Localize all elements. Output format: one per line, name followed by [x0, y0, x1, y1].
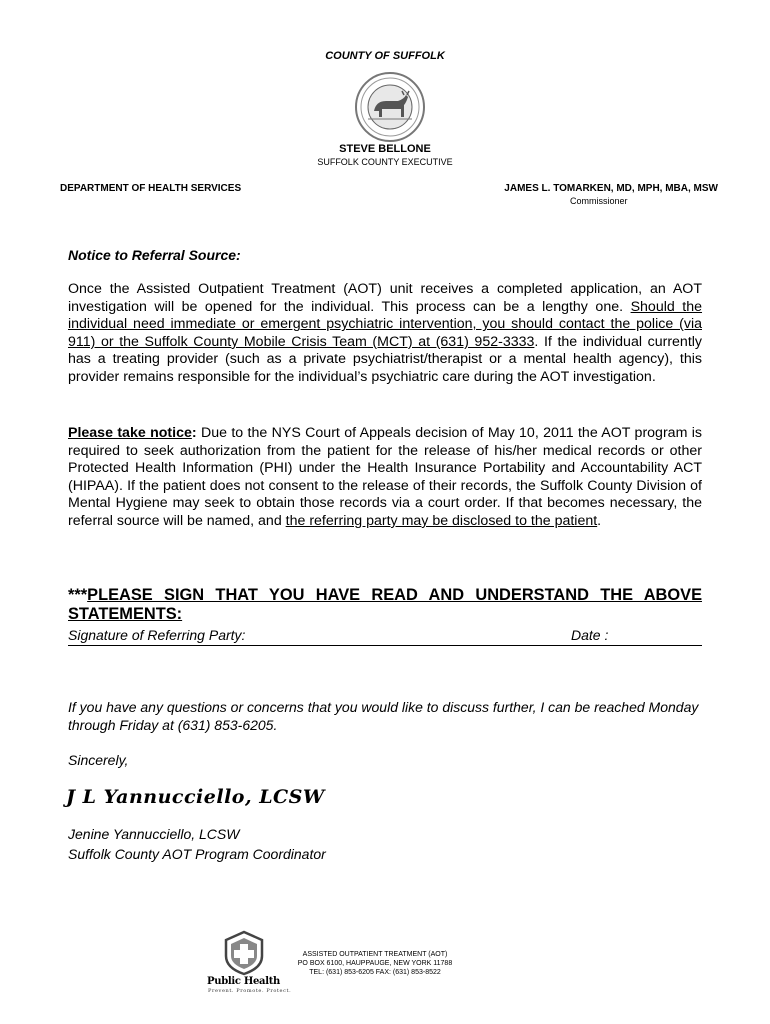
footer-line-2: PO BOX 6100, HAUPPAUGE, NEW YORK 11788	[297, 959, 453, 967]
p1-emergency-contact: Should the individual need immediate or emergent psychiatric intervention, you should contact the police (via 911) or the Suffolk County Mobile Crisis Team (MCT) at (631) 952-3333	[68, 298, 703, 350]
sign-heading	[68, 586, 702, 624]
sign-heading-text: PLEASE SIGN THAT YOU HAVE READ AND UNDERSTAND THE ABOVE STATEMENTS:	[68, 586, 702, 623]
p1-text-b: . If the individual currently has a treating provider (such as a private psychiatrist/therapist or a mental health agency), this provider remains responsible for the individual’s psychiatric care during the AOT investigation.	[68, 333, 703, 385]
footer-line-3: TEL: (631) 853-6205 FAX: (631) 853-8522	[309, 968, 441, 976]
public-health-tagline: Prevent. Promote. Protect.	[208, 988, 292, 994]
public-health-text: Public Health	[207, 976, 281, 987]
paragraph-aot-process	[68, 281, 702, 387]
county-seal-icon	[346, 71, 434, 143]
sign-heading-prefix: ***	[68, 586, 88, 604]
signer-title: Suffolk County AOT Program Coordinator	[68, 846, 326, 862]
footer-line-1: ASSISTED OUTPATIENT TREATMENT (AOT)	[302, 951, 448, 958]
executive-name: STEVE BELLONE	[339, 143, 431, 155]
signature-label: Signature of Referring Party:	[68, 627, 246, 643]
paragraph-hipaa-notice	[68, 425, 702, 531]
questions-text: If you have any questions or concerns that you would like to discuss further, I can be reached Monday through Friday at (631) 853-6205.	[68, 699, 699, 733]
p2-end: .	[597, 512, 602, 529]
county-title: COUNTY OF SUFFOLK	[325, 50, 445, 62]
p1-text-a: Once the Assisted Outpatient Treatment (AOT) unit receives a completed application, an AOT investigation will be opened for the individual. This process can be a lengthy one.	[68, 281, 702, 315]
sincerely-text: Sincerely,	[68, 752, 129, 768]
date-label: Date :	[571, 627, 609, 643]
footer-address	[280, 951, 470, 977]
department-name: DEPARTMENT OF HEALTH SERVICES	[60, 183, 242, 194]
signer-name: Jenine Yannucciello, LCSW	[68, 826, 240, 842]
commissioner-name: JAMES L. TOMARKEN, MD, MPH, MBA, MSW	[504, 183, 718, 194]
p2-disclosure: the referring party may be disclosed to the patient	[285, 512, 598, 529]
commissioner-title: Commissioner	[570, 196, 628, 206]
notice-heading: Notice to Referral Source:	[68, 247, 241, 263]
signature-line[interactable]	[68, 627, 702, 646]
p2-label: Please take notice	[68, 425, 192, 441]
public-health-logo-icon	[222, 930, 266, 976]
executive-title: SUFFOLK COUNTY EXECUTIVE	[317, 157, 453, 167]
p2-colon: :	[191, 425, 197, 441]
handwritten-signature: J L Yannucciello, LCSW	[66, 786, 325, 808]
p2-text-a: Due to the NYS Court of Appeals decision of May 10, 2011 the AOT program is required to seek authorization from the patient for the release of his/her medical records or other Protected Health Information (PHI) under the Health Insurance Portability and Accountability ACT (HIPAA). If the patient does not consent to the release of their records, the Suffolk County Division of Mental Hygiene may seek to obtain those records via a court order. If that becomes necessary, the referral source will be named, and	[68, 425, 702, 529]
